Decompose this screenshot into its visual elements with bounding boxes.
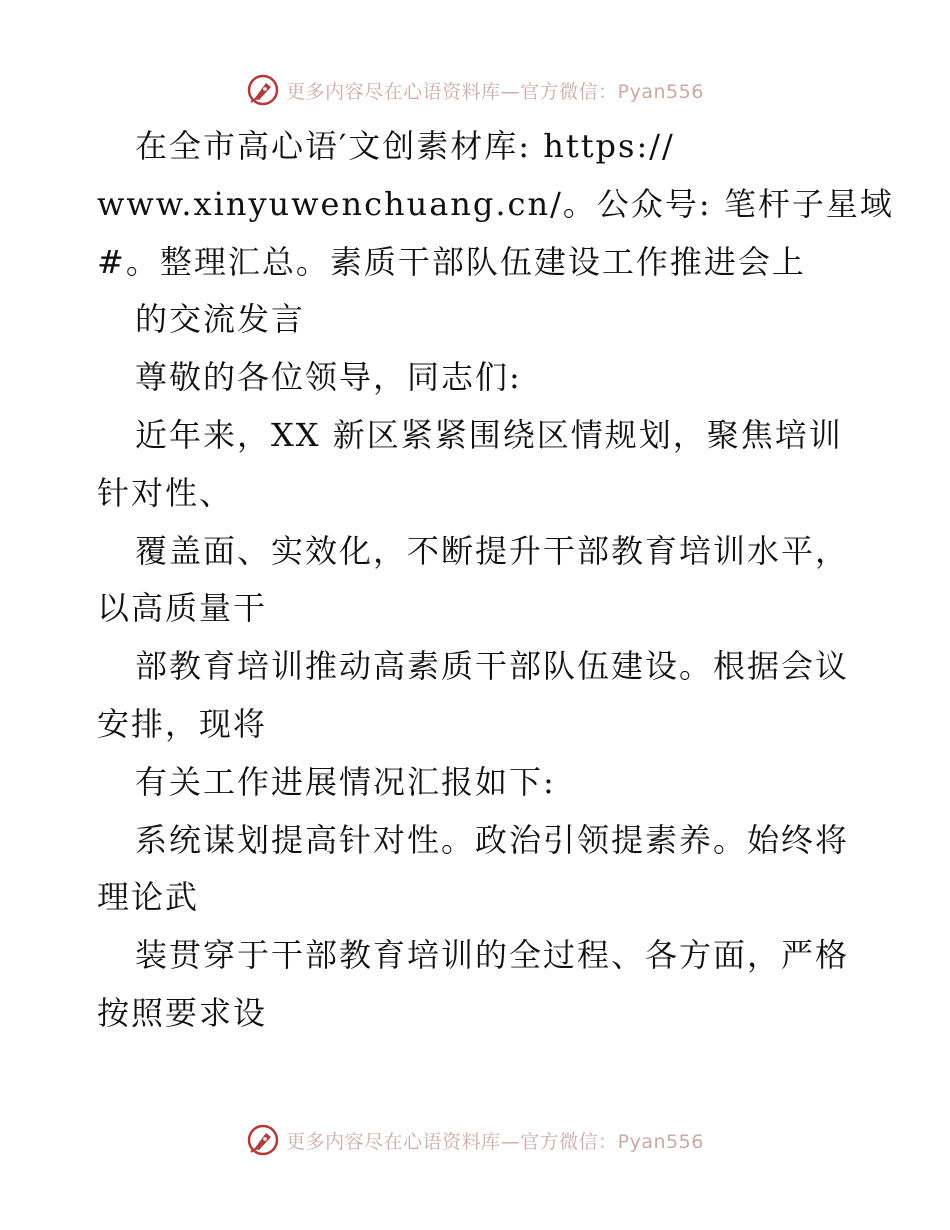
text-line: 安排，现将	[97, 704, 268, 743]
watermark-text: 更多内容尽在心语资料库—官方微信：Pyan556	[286, 80, 704, 103]
text-line: 近年来，XX 新区紧紧围绕区情规划，聚焦培训	[135, 415, 843, 454]
watermark-text: 更多内容尽在心语资料库—官方微信：Pyan556	[286, 1130, 704, 1153]
text-line: 按照要求设	[97, 993, 268, 1032]
text-line: 以高质量干	[97, 589, 268, 628]
pen-nib-logo-icon	[246, 73, 280, 107]
text-line: #。整理汇总。素质干部队伍建设工作推进会上	[97, 242, 806, 281]
footer-watermark	[0, 1120, 950, 1160]
text-line: 的交流发言	[135, 300, 306, 339]
text-line: 部教育培训推动高素质干部队伍建设。根据会议	[135, 647, 850, 686]
pen-nib-logo-icon	[246, 1123, 280, 1157]
text-line: 针对性、	[97, 473, 234, 512]
text-line: 在全市高心语′文创素材库: https://	[135, 127, 675, 165]
text-line: 理论武	[97, 878, 200, 917]
text-line: 尊敬的各位领导，同志们:	[135, 358, 522, 397]
text-line: 有关工作进展情况汇报如下:	[135, 762, 556, 801]
header-watermark	[0, 70, 950, 110]
document-body	[97, 118, 894, 1043]
text-line: www.xinyuwenchuang.cn/。公众号: 笔杆子星域	[97, 184, 894, 223]
text-line: 覆盖面、实效化，不断提升干部教育培训水平，	[135, 531, 850, 570]
text-line: 装贯穿于干部教育培训的全过程、各方面，严格	[135, 936, 850, 975]
text-line: 系统谋划提高针对性。政治引领提素养。始终将	[135, 820, 850, 859]
